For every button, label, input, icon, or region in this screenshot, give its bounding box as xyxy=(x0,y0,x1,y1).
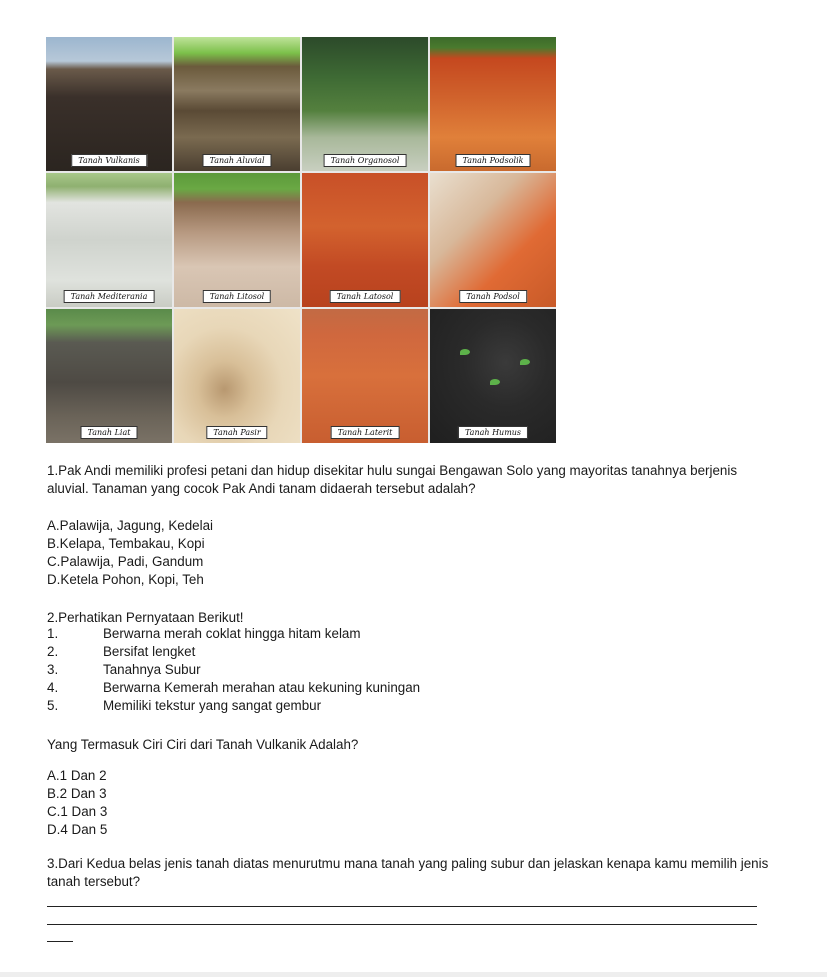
soil-tile-litosol xyxy=(174,173,300,307)
soil-label: Tanah Organosol xyxy=(324,154,407,167)
soil-tile-latosol xyxy=(302,173,428,307)
soil-tile-liat xyxy=(46,309,172,443)
sprout-decoration xyxy=(490,379,500,385)
soil-tile-mediterania xyxy=(46,173,172,307)
option-c: C.Palawija, Padi, Gandum xyxy=(47,554,204,569)
page-bottom-edge xyxy=(0,972,827,977)
soil-tile-podsolik xyxy=(430,37,556,171)
statement-number: 3. xyxy=(47,662,59,677)
option-d: D.4 Dan 5 xyxy=(47,822,108,837)
option-a: A.1 Dan 2 xyxy=(47,768,107,783)
soil-label: Tanah Podsolik xyxy=(456,154,531,167)
statement-item xyxy=(47,625,420,643)
sprout-decoration xyxy=(460,349,470,355)
statement-text: Berwarna Kemerah merahan atau kekuning kuningan xyxy=(103,680,421,695)
answer-line[interactable] xyxy=(47,941,73,942)
soil-label: Tanah Pasir xyxy=(206,426,267,439)
statement-text: Memiliki tekstur yang sangat gembur xyxy=(103,698,322,713)
option-b: B.Kelapa, Tembakau, Kopi xyxy=(47,536,205,551)
soil-tile-organosol xyxy=(302,37,428,171)
soil-label: Tanah Laterit xyxy=(331,426,400,439)
soil-tile-podsol xyxy=(430,173,556,307)
soil-label: Tanah Humus xyxy=(458,426,528,439)
question-1-options xyxy=(47,517,213,589)
soil-types-image-grid xyxy=(46,37,556,443)
question-1-text: 1.Pak Andi memiliki profesi petani dan hidup disekitar hulu sungai Bengawan Solo yang mayoritas tanahnya berjenis aluvial. Tanaman yang cocok Pak Andi tanam didaerah tersebut adalah? xyxy=(47,463,738,496)
option-b: B.2 Dan 3 xyxy=(47,786,107,801)
soil-tile-vulkanis xyxy=(46,37,172,171)
statement-number: 4. xyxy=(47,680,59,695)
sprout-decoration xyxy=(520,359,530,365)
soil-label: Tanah Vulkanis xyxy=(71,154,147,167)
statement-text: Tanahnya Subur xyxy=(103,662,201,677)
option-a: A.Palawija, Jagung, Kedelai xyxy=(47,518,214,533)
question-2-statements xyxy=(47,625,420,715)
soil-label: Tanah Aluvial xyxy=(203,154,272,167)
soil-tile-aluvial xyxy=(174,37,300,171)
statement-text: Bersifat lengket xyxy=(103,644,196,659)
soil-tile-humus xyxy=(430,309,556,443)
question-2-text: Yang Termasuk Ciri Ciri dari Tanah Vulkanik Adalah? xyxy=(47,737,359,752)
answer-line[interactable] xyxy=(47,906,757,907)
statement-text: Berwarna merah coklat hingga hitam kelam xyxy=(103,626,361,641)
statement-number: 1. xyxy=(47,626,59,641)
statement-item xyxy=(47,697,420,715)
statement-item xyxy=(47,661,420,679)
soil-tile-pasir xyxy=(174,309,300,443)
option-d: D.Ketela Pohon, Kopi, Teh xyxy=(47,572,204,587)
soil-label: Tanah Mediterania xyxy=(64,290,155,303)
option-c: C.1 Dan 3 xyxy=(47,804,108,819)
statement-item xyxy=(47,643,420,661)
question-2-options xyxy=(47,767,107,839)
soil-label: Tanah Latosol xyxy=(330,290,401,303)
soil-label: Tanah Podsol xyxy=(459,290,527,303)
statement-item xyxy=(47,679,420,697)
soil-label: Tanah Liat xyxy=(81,426,138,439)
question-2-intro: 2.Perhatikan Pernyataan Berikut! xyxy=(47,610,244,625)
question-3-text: 3.Dari Kedua belas jenis tanah diatas menurutmu mana tanah yang paling subur dan jelaskan kenapa kamu memilih jenis tanah tersebut? xyxy=(47,856,769,889)
answer-line[interactable] xyxy=(47,924,757,925)
soil-tile-laterit xyxy=(302,309,428,443)
statement-number: 2. xyxy=(47,644,59,659)
soil-label: Tanah Litosol xyxy=(203,290,271,303)
statement-number: 5. xyxy=(47,698,59,713)
